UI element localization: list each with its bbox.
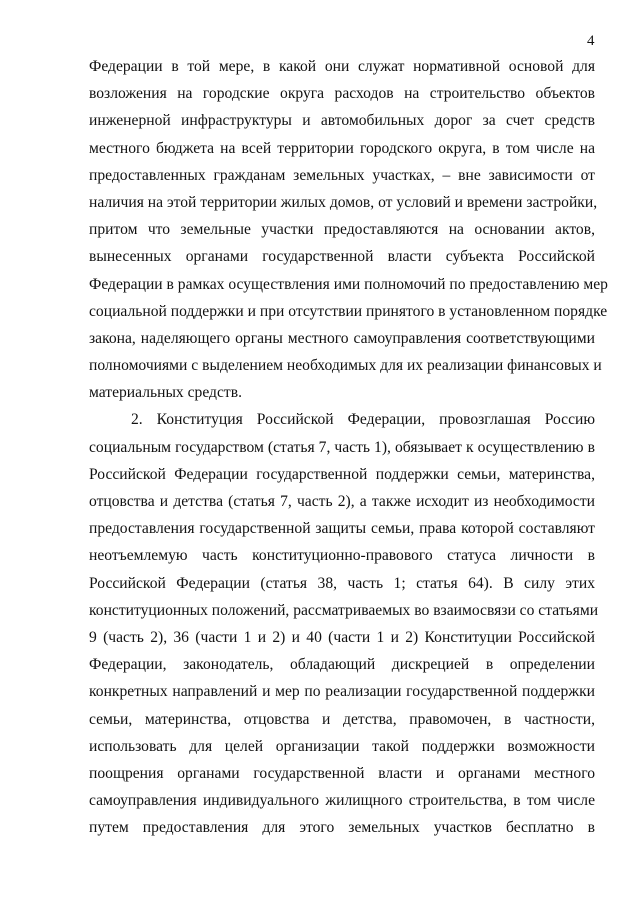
- text-line: Российской Федерации государственной поддержки семьи, материнства,: [89, 465, 595, 483]
- text-line: инженерной инфраструктуры и автомобильных дорог за счет средств: [89, 112, 595, 130]
- text-line: использовать для целей организации такой поддержки возможности: [89, 737, 595, 755]
- text-line: Федерации, законодатель, обладающий дискрецией в определении: [89, 656, 595, 674]
- text-line: притом что земельные участки предоставляются на основании актов,: [89, 221, 595, 239]
- text-line: вынесенных органами государственной власти субъекта Российской: [89, 248, 595, 266]
- text-line: местного бюджета на всей территории городского округа, в том числе на: [89, 139, 595, 157]
- text-line: Федерации в рамках осуществления ими полномочий по предоставлению мер: [89, 275, 608, 293]
- text-line: возложения на городские округа расходов на строительство объектов: [89, 85, 595, 103]
- text-line: Российской Федерации (статья 38, часть 1; статья 64). В силу этих: [89, 574, 595, 592]
- paragraph-start-line: 2. Конституция Российской Федерации, провозглашая Россию: [131, 411, 595, 429]
- text-line: полномочиями с выделением необходимых для их реализации финансовых и: [89, 357, 602, 375]
- text-line: путем предоставления для этого земельных участков бесплатно в: [89, 819, 595, 837]
- text-line: социальной поддержки и при отсутствии принятого в установленном порядке: [89, 302, 608, 320]
- text-line: семьи, материнства, отцовства и детства, правомочен, в частности,: [89, 710, 595, 728]
- text-line: поощрения органами государственной власти и органами местного: [89, 764, 595, 782]
- text-line: самоуправления индивидуального жилищного строительства, в том числе: [89, 792, 595, 810]
- text-line: Федерации в той мере, в какой они служат нормативной основой для: [89, 58, 595, 75]
- text-line: неотъемлемую часть конституционно-правового статуса личности в: [89, 547, 595, 565]
- text-line: конституционных положений, рассматриваемых во взаимосвязи со статьями: [89, 601, 599, 619]
- text-line: социальным государством (статья 7, часть 1), обязывает к осуществлению в: [89, 438, 595, 456]
- text-line: предоставления государственной защиты семьи, права которой составляют: [89, 520, 595, 538]
- text-line: наличия на этой территории жилых домов, от условий и времени застройки,: [89, 193, 598, 211]
- text-line: конкретных направлений и мер по реализации государственной поддержки: [89, 683, 595, 701]
- page-number: 4: [587, 33, 595, 49]
- text-line: 9 (часть 2), 36 (части 1 и 2) и 40 (части 1 и 2) Конституции Российской: [89, 628, 595, 646]
- text-line: отцовства и детства (статья 7, часть 2), а также исходит из необходимости: [89, 493, 595, 510]
- text-line: предоставленных гражданам земельных участках, – вне зависимости от: [89, 166, 595, 184]
- text-line: закона, наделяющего органы местного самоуправления соответствующими: [89, 329, 595, 347]
- document-body: [89, 53, 608, 841]
- paragraph-end-line: материальных средств.: [89, 384, 242, 402]
